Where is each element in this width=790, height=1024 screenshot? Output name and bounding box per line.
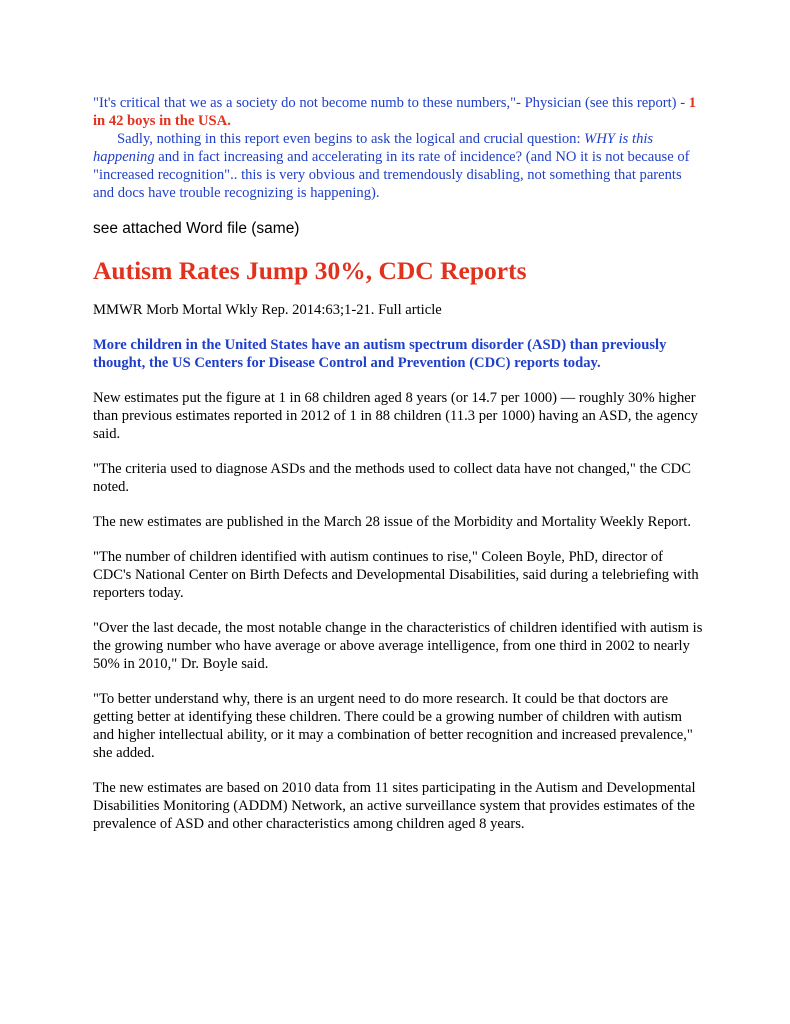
article-paragraph: The new estimates are based on 2010 data from 11 sites participating in the Autism and Developmental Disabilities Monitoring (ADDM) Network, an active surveillance system that provides estimates of the prevalence of ASD and other characteristics among children aged 8 years. bbox=[93, 780, 696, 832]
article-lede: More children in the United States have an autism spectrum disorder (ASD) than previously thought, the US Centers for Disease Control and Prevention (CDC) reports today. bbox=[93, 337, 667, 371]
article-paragraph: "To better understand why, there is an urgent need to do more research. It could be that doctors are getting better at identifying these children. There could be a growing number of children with autism and higher intellectual ability, or it may a combination of better recognition and increased prevalence," she added. bbox=[93, 691, 693, 761]
article-headline: Autism Rates Jump 30%, CDC Reports bbox=[93, 256, 527, 285]
article-paragraph: The new estimates are published in the March 28 issue of the Morbidity and Mortality Weekly Report. bbox=[93, 514, 691, 530]
intro-note bbox=[93, 94, 703, 202]
note-commentary-paragraph bbox=[93, 130, 703, 202]
note-question: WHY is this happening bbox=[93, 131, 654, 165]
note-statistic: 1 in 42 boys in the USA. bbox=[93, 95, 696, 129]
article-paragraph: "Over the last decade, the most notable change in the characteristics of children identified with autism is the growing number who have average or above average intelligence, from one third in 2002 to nearly 50% in 2010," Dr. Boyle said. bbox=[93, 620, 703, 672]
article-citation: MMWR Morb Mortal Wkly Rep. 2014:63;1-21. Full article bbox=[93, 302, 442, 318]
document-page bbox=[93, 94, 703, 833]
article-paragraph: New estimates put the figure at 1 in 68 children aged 8 years (or 14.7 per 1000) — roughly 30% higher than previous estimates reported in 2012 of 1 in 88 children (11.3 per 1000) having an ASD, the agency said. bbox=[93, 390, 698, 442]
note-commentary-end: and in fact increasing and accelerating in its rate of incidence? (and NO it is not because of "increased recognition".. this is very obvious and tremendously disabling, not something that parents and docs have trouble recognizing is happening). bbox=[93, 149, 690, 201]
note-quote-paragraph bbox=[93, 94, 703, 130]
attachment-note: see attached Word file (same) bbox=[93, 220, 300, 237]
note-quote: "It's critical that we as a society do not become numb to these numbers,"- Physician (see this report) - bbox=[93, 95, 689, 111]
article-paragraph: "The number of children identified with autism continues to rise," Coleen Boyle, PhD, director of CDC's National Center on Birth Defects and Developmental Disabilities, said during a telebriefing with reporters today. bbox=[93, 549, 699, 601]
article-paragraph: "The criteria used to diagnose ASDs and the methods used to collect data have not changed," the CDC noted. bbox=[93, 461, 691, 495]
note-commentary-start: Sadly, nothing in this report even begins to ask the logical and crucial question: bbox=[117, 131, 585, 147]
